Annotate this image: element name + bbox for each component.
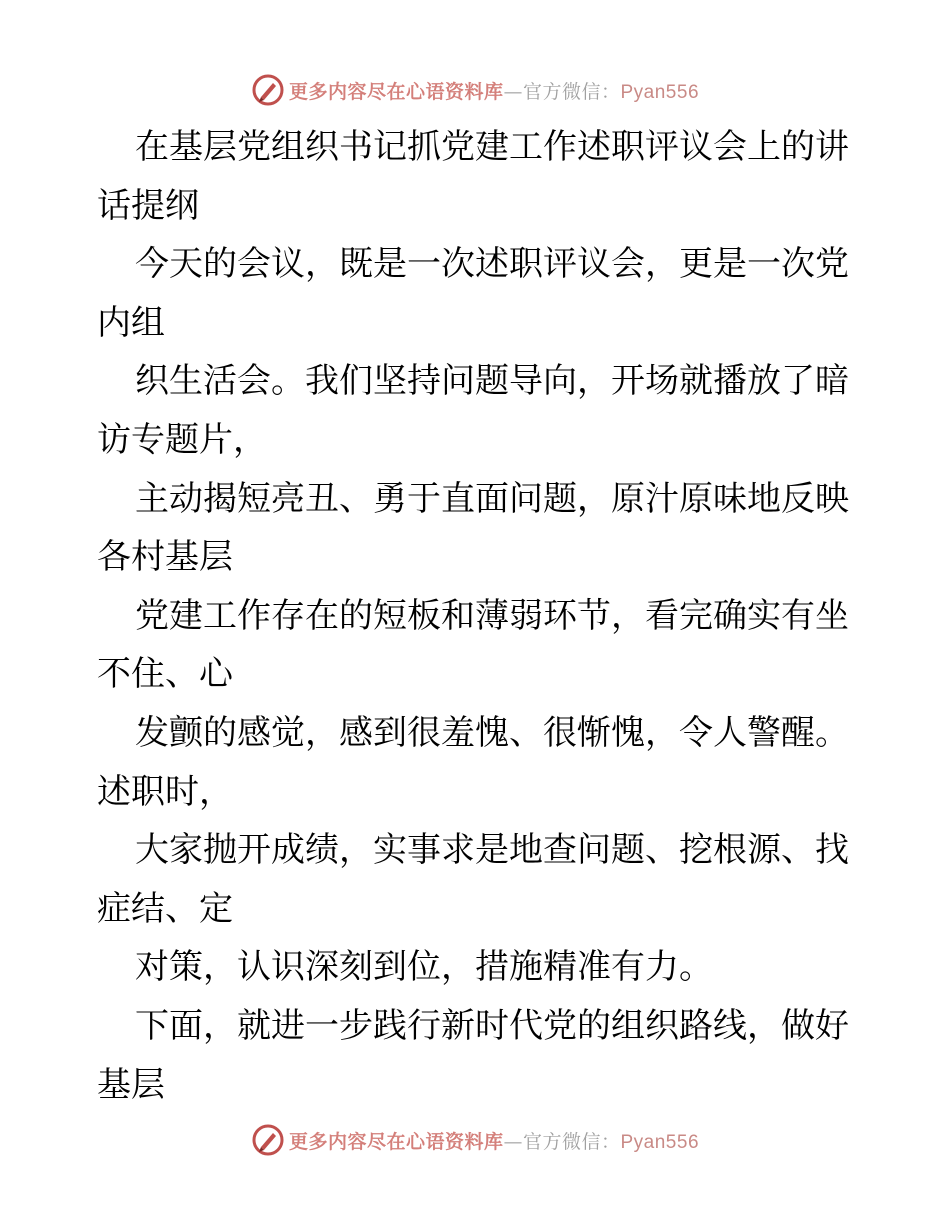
text-line: 党建工作存在的短板和薄弱环节，看完确实有坐 [135, 595, 849, 636]
text-line: 不住、心 [97, 654, 233, 695]
watermark-text: 更多内容尽在心语资料库—官方微信：Pyan556 [288, 80, 700, 103]
header-watermark [0, 70, 950, 110]
text-line: 基层 [97, 1064, 165, 1105]
text-line: 话提纲 [97, 185, 199, 226]
text-line: 大家抛开成绩，实事求是地查问题、挖根源、找 [135, 830, 849, 871]
text-line: 访专题片， [97, 419, 267, 460]
text-line: 内组 [97, 302, 165, 343]
text-line: 下面，就进一步践行新时代党的组织路线，做好 [135, 1005, 849, 1046]
pen-logo-icon [251, 1123, 285, 1157]
document-body [97, 118, 857, 1114]
text-line: 症结、定 [97, 888, 233, 929]
pen-logo-icon [251, 73, 285, 107]
text-line: 主动揭短亮丑、勇于直面问题，原汁原味地反映 [135, 478, 849, 519]
text-line: 各村基层 [97, 537, 233, 578]
watermark-text: 更多内容尽在心语资料库—官方微信：Pyan556 [288, 1130, 700, 1153]
text-line: 述职时， [97, 771, 233, 812]
text-line: 织生活会。我们坚持问题导向，开场就播放了暗 [135, 361, 849, 402]
text-line: 今天的会议，既是一次述职评议会，更是一次党 [135, 244, 849, 285]
footer-watermark [0, 1120, 950, 1160]
text-line: 发颤的感觉，感到很羞愧、很惭愧，令人警醒。 [135, 712, 849, 753]
text-line: 对策，认识深刻到位，措施精准有力。 [135, 947, 713, 988]
text-line: 在基层党组织书记抓党建工作述职评议会上的讲 [135, 127, 849, 167]
